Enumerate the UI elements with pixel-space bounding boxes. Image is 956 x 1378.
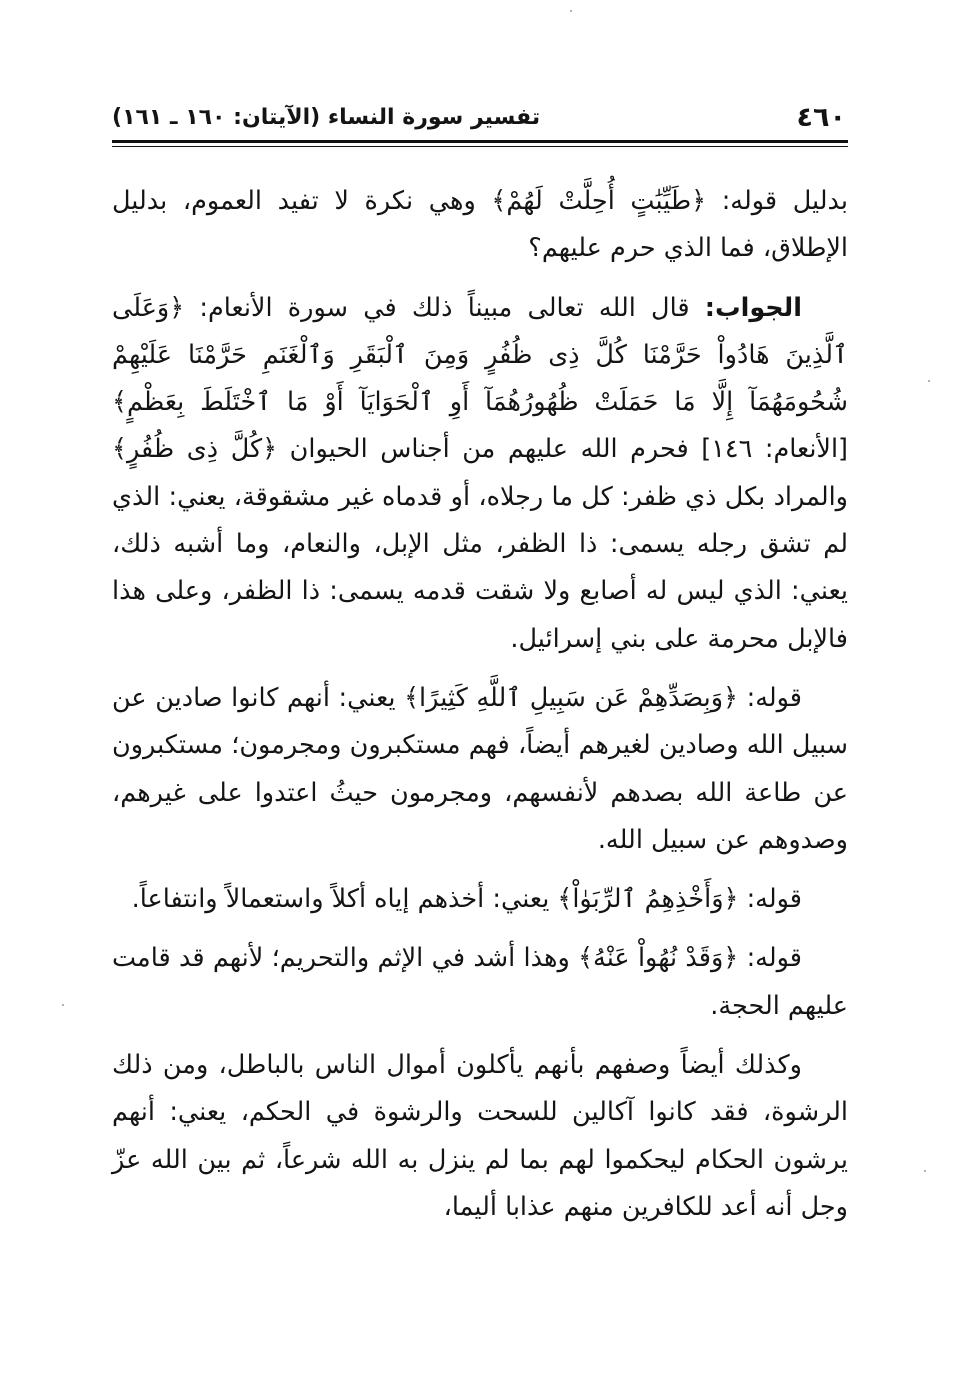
answer-lead: الجواب: — [704, 292, 802, 323]
header-rule-thick — [112, 140, 848, 143]
paragraph-5-text: قوله: ﴿وَقَدْ نُهُواْ عَنْهُ﴾ وهذا أشد في الإثم والتحريم؛ لأنهم قد قامت عليهم الحجة. — [112, 943, 848, 1021]
paragraph-2-text: قال الله تعالى مبيناً ذلك في سورة الأنعام: ﴿وَعَلَى ٱلَّذِينَ هَادُواْ حَرَّمْنَا كُلَّ ذِى ظُفُرٍ وَمِنَ ٱلْبَقَرِ وَٱلْغَنَمِ حَرَّمْنَا عَلَيْهِمْ شُحُومَهُمَآ إِلَّا مَا حَمَلَتْ ظُهُورُهُمَآ أَوِ ٱلْحَوَايَآ أَوْ مَا ٱخْتَلَطَ بِعَظْمٍ﴾ [الأنعام: ١٤٦] فحرم الله عليهم من أجناس الحيوان ﴿كُلَّ ذِى ظُفُرٍ﴾ والمراد بكل ذي ظفر: كل ما رجلاه، أو قدماه غير مشقوقة، يعني: الذي لم تشق رجله يسمى: ذا الظفر، مثل الإبل، والنعام، وما أشبه ذلك، يعني: الذي ليس له أصابع ولا شقت قدمه يسمى: ذا الظفر، وعلى هذا فالإبل محرمة على بني إسرائيل. — [112, 292, 849, 654]
paragraph-4 — [112, 876, 848, 923]
scan-speck — [924, 1170, 926, 1172]
paragraph-1-text: بدليل قوله: ﴿طَيِّبَٰتٍ أُحِلَّتْ لَهُمْ﴾ وهي نكرة لا تفيد العموم، بدليل الإطلاق، فما الذي حرم عليهم؟ — [112, 186, 848, 264]
paragraph-3 — [112, 675, 848, 864]
page-body — [112, 178, 848, 1243]
page-number: ٤٦٠ — [796, 102, 846, 133]
paragraph-2 — [112, 285, 848, 663]
scan-speck — [570, 10, 572, 12]
paragraph-5 — [112, 935, 848, 1030]
paragraph-4-text: قوله: ﴿وَأَخْذِهِمُ ٱلرِّبَوٰاْ﴾ يعني: أخذهم إياه أكلاً واستعمالاً وانتفاعاً. — [131, 884, 802, 915]
header-rule-thin — [112, 146, 848, 147]
scan-speck — [62, 1004, 64, 1006]
paragraph-1 — [112, 178, 848, 273]
paragraph-6 — [112, 1042, 848, 1231]
running-title: تفسير سورة النساء (الآيتان: ١٦٠ ـ ١٦١) — [112, 105, 541, 130]
page-header — [112, 100, 846, 140]
paragraph-6-text: وكذلك أيضاً وصفهم بأنهم يأكلون أموال الناس بالباطل، ومن ذلك الرشوة، فقد كانوا آكالين للسحت والرشوة في الحكم، يعني: أنهم يرشون الحكام ليحكموا لهم بما لم ينزل به الله شرعاً، ثم بين الله عزّ وجل أنه أعد للكافرين منهم عذابا أليما، — [112, 1050, 848, 1222]
paragraph-3-text: قوله: ﴿وَبِصَدِّهِمْ عَن سَبِيلِ ٱللَّهِ كَثِيرًا﴾ يعني: أنهم كانوا صادين عن سبيل الله وصادين لغيرهم أيضاً، فهم مستكبرون ومجرمون؛ مستكبرون عن طاعة الله بصدهم لأنفسهم، ومجرمون حيثُ اعتدوا على غيرهم، وصدوهم عن سبيل الله. — [112, 682, 848, 855]
scan-speck — [928, 380, 930, 382]
